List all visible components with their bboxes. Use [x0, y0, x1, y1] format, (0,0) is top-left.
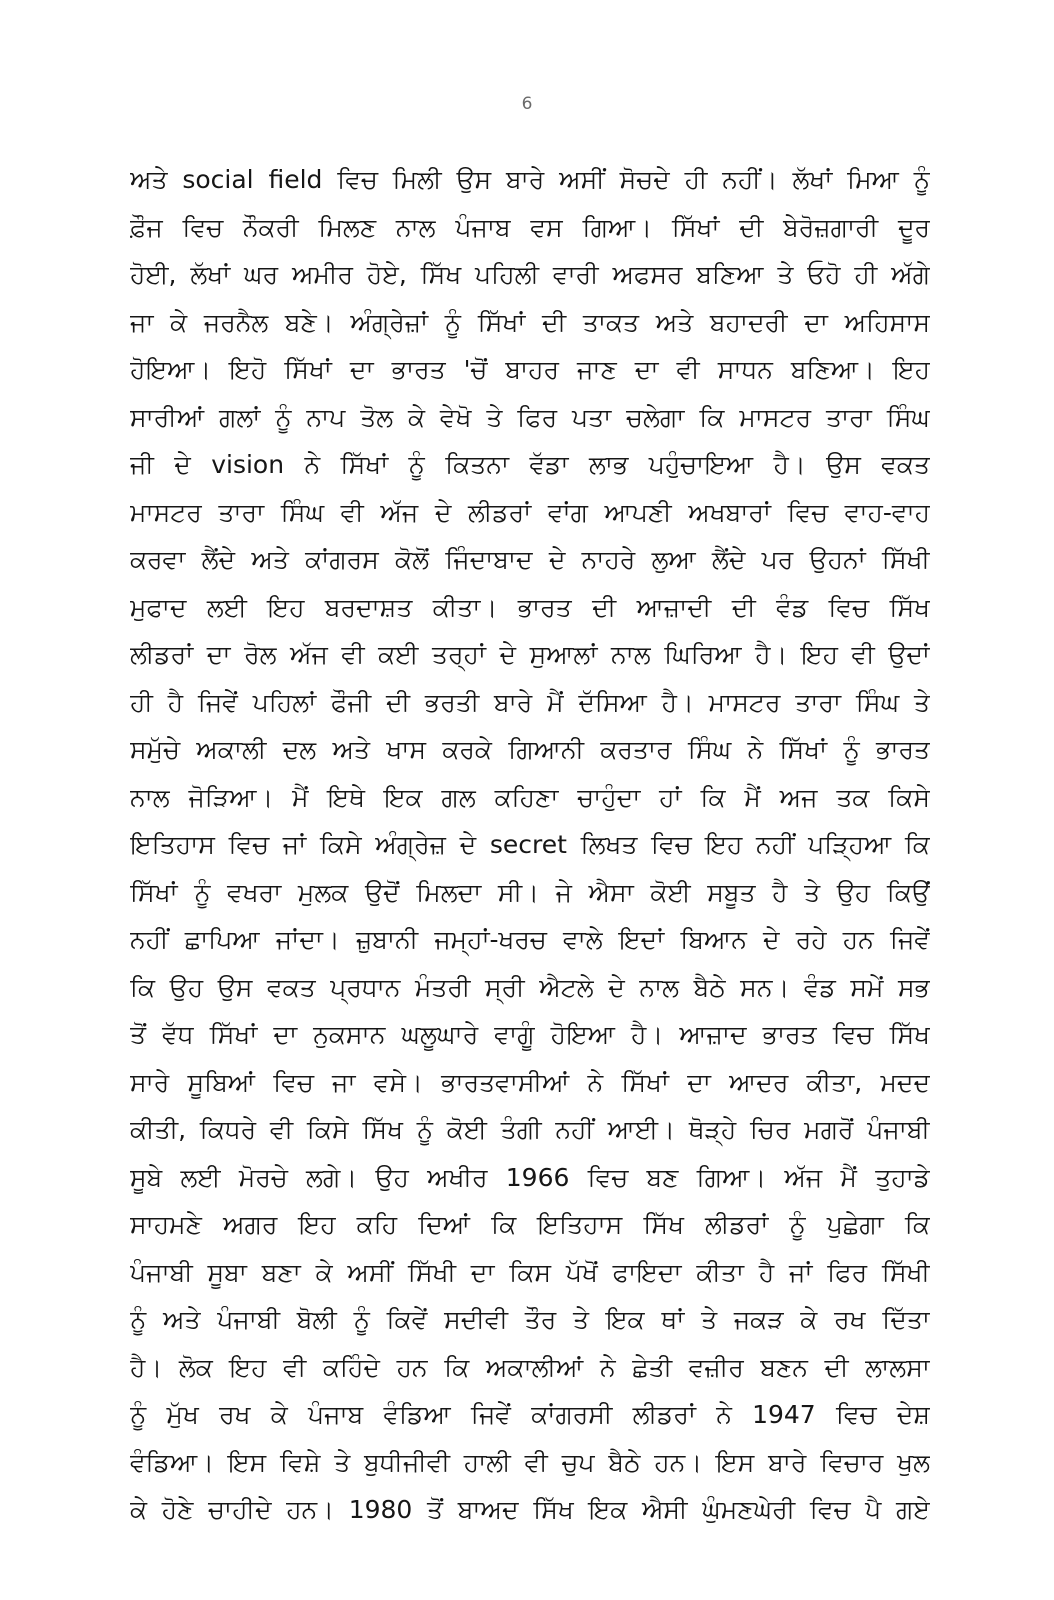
text-line: ਮੁਫਾਦ ਲਈ ਇਹ ਬਰਦਾਸ਼ਤ ਕੀਤਾ। ਭਾਰਤ ਦੀ ਆਜ਼ਾਦੀ ਦੀ ਵੰਡ ਵਿਚ ਸਿੱਖ [130, 592, 930, 622]
text-line: ਨੂੰ ਮੁੱਖ ਰਖ ਕੇ ਪੰਜਾਬ ਵੰਡਿਆ ਜਿਵੇਂ ਕਾਂਗਰਸੀ ਲੀਡਰਾਂ ਨੇ 1947 ਵਿਚ ਦੇਸ਼ [130, 1400, 930, 1429]
text-line: ਕੇ ਹੋਣੇ ਚਾਹੀਦੇ ਹਨ। 1980 ਤੋਂ ਬਾਅਦ ਸਿੱਖ ਇਕ ਐਸੀ ਘੁੰਮਣਘੇਰੀ ਵਿਚ ਪੈ ਗਏ [130, 1495, 930, 1524]
text-line: ਫ਼ੌਜ ਵਿਚ ਨੌਕਰੀ ਮਿਲਣ ਨਾਲ ਪੰਜਾਬ ਵਸ ਗਿਆ। ਸਿੱਖਾਂ ਦੀ ਬੇਰੋਜ਼ਗਾਰੀ ਦੂਰ [130, 212, 930, 242]
text-line: ਨਾਲ ਜੋੜਿਆ। ਮੈਂ ਇਥੇ ਇਕ ਗਲ ਕਹਿਣਾ ਚਾਹੁੰਦਾ ਹਾਂ ਕਿ ਮੈਂ ਅਜ ਤਕ ਕਿਸੇ [130, 782, 930, 812]
text-line: ਪੰਜਾਬੀ ਸੂਬਾ ਬਣਾ ਕੇ ਅਸੀਂ ਸਿੱਖੀ ਦਾ ਕਿਸ ਪੱਖੋਂ ਫਾਇਦਾ ਕੀਤਾ ਹੈ ਜਾਂ ਫਿਰ ਸਿੱਖੀ [130, 1257, 930, 1287]
text-line: ਇਤਿਹਾਸ ਵਿਚ ਜਾਂ ਕਿਸੇ ਅੰਗ੍ਰੇਜ਼ ਦੇ secret ਲਿਖਤ ਵਿਚ ਇਹ ਨਹੀਂ ਪੜ੍ਹਿਆ ਕਿ [130, 830, 930, 859]
page-number: 6 [521, 94, 533, 114]
text-line: ਅਤੇ social field ਵਿਚ ਮਿਲੀ ਉਸ ਬਾਰੇ ਅਸੀਂ ਸੋਚਦੇ ਹੀ ਨਹੀਂ। ਲੱਖਾਂ ਮਿਆ ਨੂੰ [130, 165, 930, 194]
text-line: ਜਾ ਕੇ ਜਰਨੈਲ ਬਣੇ। ਅੰਗ੍ਰੇਜ਼ਾਂ ਨੂੰ ਸਿੱਖਾਂ ਦੀ ਤਾਕਤ ਅਤੇ ਬਹਾਦਰੀ ਦਾ ਅਹਿਸਾਸ [130, 307, 930, 337]
text-line: ਕਰਵਾ ਲੈਂਦੇ ਅਤੇ ਕਾਂਗਰਸ ਕੋਲੋਂ ਜਿੰਦਾਬਾਦ ਦੇ ਨਾਹਰੇ ਲੁਆ ਲੈਂਦੇ ਪਰ ਉਹਨਾਂ ਸਿੱਖੀ [130, 545, 930, 574]
text-line: ਮਾਸਟਰ ਤਾਰਾ ਸਿੰਘ ਵੀ ਅੱਜ ਦੇ ਲੀਡਰਾਂ ਵਾਂਗ ਆਪਣੀ ਅਖਬਾਰਾਂ ਵਿਚ ਵਾਹ-ਵਾਹ [130, 497, 930, 527]
body-text [130, 156, 930, 1534]
text-line: ਹੋਇਆ। ਇਹੋ ਸਿੱਖਾਂ ਦਾ ਭਾਰਤ 'ਚੋਂ ਬਾਹਰ ਜਾਣ ਦਾ ਵੀ ਸਾਧਨ ਬਣਿਆ। ਇਹ [130, 355, 930, 384]
text-line: ਸੂਬੇ ਲਈ ਮੋਰਚੇ ਲਗੇ। ਉਹ ਅਖੀਰ 1966 ਵਿਚ ਬਣ ਗਿਆ। ਅੱਜ ਮੈਂ ਤੁਹਾਡੇ [130, 1162, 930, 1192]
text-line: ਸਾਰੀਆਂ ਗਲਾਂ ਨੂੰ ਨਾਪ ਤੋਲ ਕੇ ਵੇਖੋ ਤੇ ਫਿਰ ਪਤਾ ਚਲੇਗਾ ਕਿ ਮਾਸਟਰ ਤਾਰਾ ਸਿੰਘ [130, 402, 930, 432]
text-line: ਸਾਰੇ ਸੂਬਿਆਂ ਵਿਚ ਜਾ ਵਸੇ। ਭਾਰਤਵਾਸੀਆਂ ਨੇ ਸਿੱਖਾਂ ਦਾ ਆਦਰ ਕੀਤਾ, ਮਦਦ [130, 1067, 930, 1097]
text-line: ਵੰਡਿਆ। ਇਸ ਵਿਸ਼ੇ ਤੇ ਬੁਧੀਜੀਵੀ ਹਾਲੀ ਵੀ ਚੁਪ ਬੈਠੇ ਹਨ। ਇਸ ਬਾਰੇ ਵਿਚਾਰ ਖੁਲ [130, 1447, 930, 1477]
text-line: ਨੂੰ ਅਤੇ ਪੰਜਾਬੀ ਬੋਲੀ ਨੂੰ ਕਿਵੇਂ ਸਦੀਵੀ ਤੌਰ ਤੇ ਇਕ ਥਾਂ ਤੇ ਜਕੜ ਕੇ ਰਖ ਦਿੱਤਾ [130, 1305, 930, 1334]
text-line: ਹੈ। ਲੋਕ ਇਹ ਵੀ ਕਹਿੰਦੇ ਹਨ ਕਿ ਅਕਾਲੀਆਂ ਨੇ ਛੇਤੀ ਵਜ਼ੀਰ ਬਣਨ ਦੀ ਲਾਲਸਾ [130, 1352, 930, 1382]
text-line: ਸਾਹਮਣੇ ਅਗਰ ਇਹ ਕਹਿ ਦਿਆਂ ਕਿ ਇਤਿਹਾਸ ਸਿੱਖ ਲੀਡਰਾਂ ਨੂੰ ਪੁਛੇਗਾ ਕਿ [130, 1210, 930, 1239]
text-line: ਹੀ ਹੈ ਜਿਵੇਂ ਪਹਿਲਾਂ ਫੌਜੀ ਦੀ ਭਰਤੀ ਬਾਰੇ ਮੈਂ ਦੱਸਿਆ ਹੈ। ਮਾਸਟਰ ਤਾਰਾ ਸਿੰਘ ਤੇ [130, 687, 930, 717]
text-line: ਕੀਤੀ, ਕਿਧਰੇ ਵੀ ਕਿਸੇ ਸਿੱਖ ਨੂੰ ਕੋਈ ਤੰਗੀ ਨਹੀਂ ਆਈ। ਥੋੜ੍ਹੇ ਚਿਰ ਮਗਰੋਂ ਪੰਜਾਬੀ [130, 1115, 930, 1144]
text-line: ਸਿੱਖਾਂ ਨੂੰ ਵਖਰਾ ਮੁਲਕ ਉਦੋਂ ਮਿਲਦਾ ਸੀ। ਜੇ ਐਸਾ ਕੋਈ ਸਬੂਤ ਹੈ ਤੇ ਉਹ ਕਿਉਂ [130, 877, 930, 907]
text-line: ਸਮੁੱਚੇ ਅਕਾਲੀ ਦਲ ਅਤੇ ਖਾਸ ਕਰਕੇ ਗਿਆਨੀ ਕਰਤਾਰ ਸਿੰਘ ਨੇ ਸਿੱਖਾਂ ਨੂੰ ਭਾਰਤ [130, 735, 930, 764]
text-line: ਨਹੀਂ ਛਾਪਿਆ ਜਾਂਦਾ। ਜ਼ੁਬਾਨੀ ਜਮ੍ਹਾਂ-ਖਰਚ ਵਾਲੇ ਇਦਾਂ ਬਿਆਨ ਦੇ ਰਹੇ ਹਨ ਜਿਵੇਂ [130, 925, 930, 954]
text-line: ਹੋਈ, ਲੱਖਾਂ ਘਰ ਅਮੀਰ ਹੋਏ, ਸਿੱਖ ਪਹਿਲੀ ਵਾਰੀ ਅਫਸਰ ਬਣਿਆ ਤੇ ਓਹੋ ਹੀ ਅੱਗੇ [130, 260, 930, 289]
text-line: ਕਿ ਉਹ ਉਸ ਵਕਤ ਪ੍ਰਧਾਨ ਮੰਤਰੀ ਸ੍ਰੀ ਐਟਲੇ ਦੇ ਨਾਲ ਬੈਠੇ ਸਨ। ਵੰਡ ਸਮੇਂ ਸਭ [130, 972, 930, 1002]
text-line: ਜੀ ਦੇ vision ਨੇ ਸਿੱਖਾਂ ਨੂੰ ਕਿਤਨਾ ਵੱਡਾ ਲਾਭ ਪਹੁੰਚਾਇਆ ਹੈ। ਉਸ ਵਕਤ [130, 450, 930, 479]
text-line: ਲੀਡਰਾਂ ਦਾ ਰੋਲ ਅੱਜ ਵੀ ਕਈ ਤਰ੍ਹਾਂ ਦੇ ਸੁਆਲਾਂ ਨਾਲ ਘਿਰਿਆ ਹੈ। ਇਹ ਵੀ ਉਦਾਂ [130, 640, 930, 669]
text-line: ਤੋਂ ਵੱਧ ਸਿੱਖਾਂ ਦਾ ਨੁਕਸਾਨ ਘਲੂਘਾਰੇ ਵਾਗੂੰ ਹੋਇਆ ਹੈ। ਆਜ਼ਾਦ ਭਾਰਤ ਵਿਚ ਸਿੱਖ [130, 1020, 930, 1049]
